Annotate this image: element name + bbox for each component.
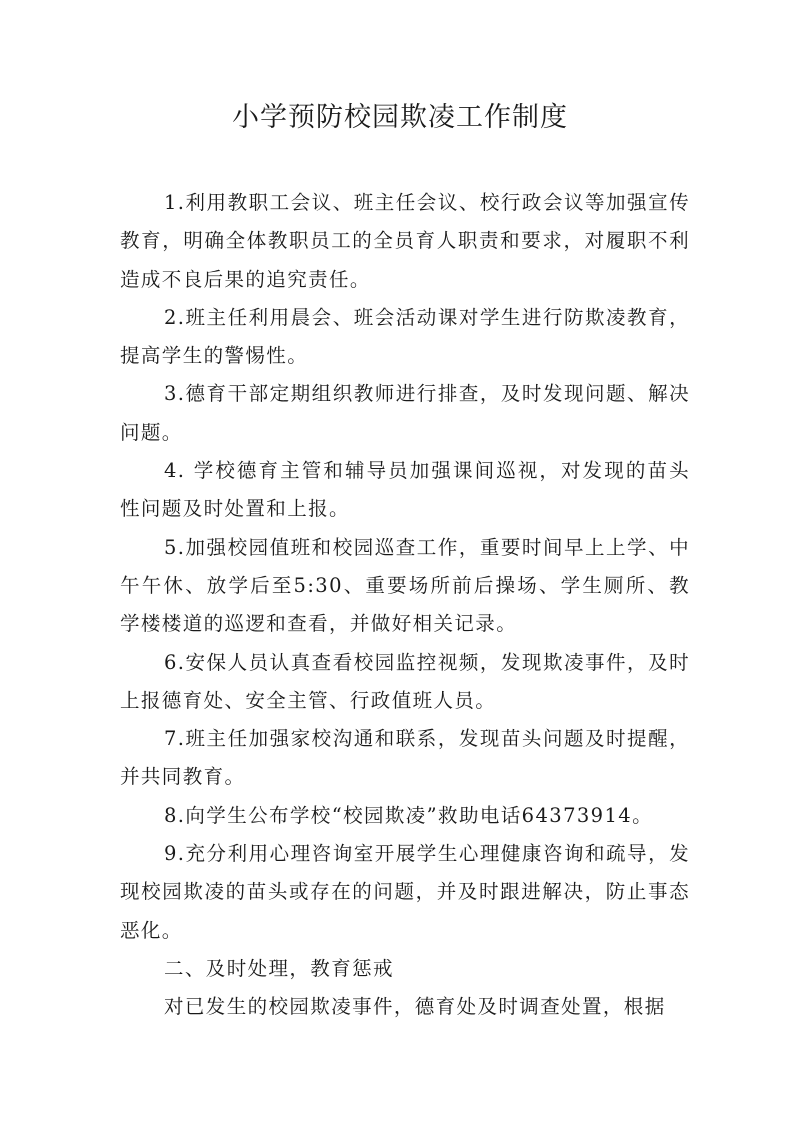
paragraph-2: 2.班主任利用晨会、班会活动课对学生进行防欺凌教育，提高学生的警惕性。 — [120, 305, 690, 368]
paragraph-4: 4. 学校德育主管和辅导员加强课间巡视，对发现的苗头性问题及时处置和上报。 — [120, 459, 690, 521]
paragraph-9: 9.充分利用心理咨询室开展学生心理健康咨询和疏导，发现校园欺凌的苗头或存在的问题，并及时跟进解决，防止事态恶化。 — [120, 842, 690, 942]
paragraph-section-intro: 对已发生的校园欺凌事件，德育处及时调查处置，根据 — [164, 995, 666, 1019]
paragraph-7: 7.班主任加强家校沟通和联系，发现苗头问题及时提醒，并共同教育。 — [120, 727, 690, 789]
paragraph-1: 1.利用教职工会议、班主任会议、校行政会议等加强宣传教育，明确全体教职员工的全员育人职责和要求，对履职不利造成不良后果的追究责任。 — [120, 191, 690, 291]
document-body — [120, 184, 690, 1027]
paragraph-8: 8.向学生公布学校“校园欺凌”救助电话64373914。 — [164, 803, 653, 827]
document-title: 小学预防校园欺凌工作制度 — [232, 102, 568, 133]
paragraph-3: 3.德育干部定期组织教师进行排查，及时发现问题、解决问题。 — [120, 382, 690, 444]
paragraph-5: 5.加强校园值班和校园巡查工作，重要时间早上上学、中午午休、放学后至5:30、重要场所前后操场、学生厕所、教学楼楼道的巡逻和查看，并做好相关记录。 — [120, 535, 690, 636]
paragraph-6: 6.安保人员认真查看校园监控视频，发现欺凌事件，及时上报德育处、安全主管、行政值班人员。 — [120, 650, 690, 712]
section-heading: 二、及时处理，教育惩戒 — [164, 956, 394, 980]
